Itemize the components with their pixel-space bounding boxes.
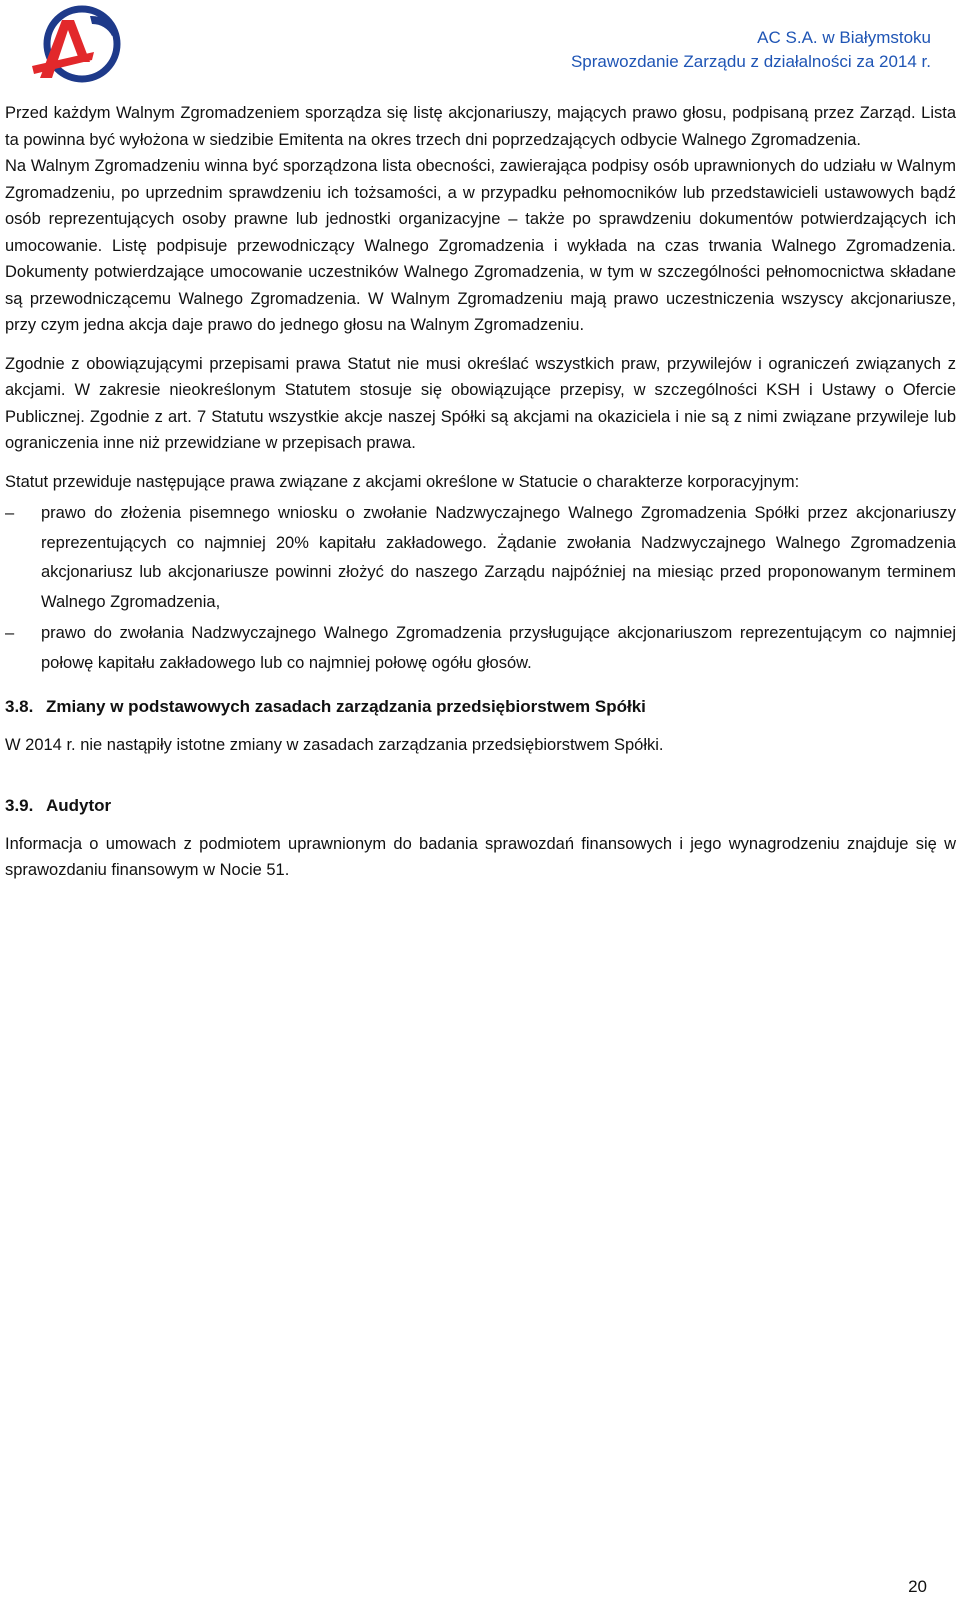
document-body: [5, 100, 956, 884]
section-heading: [5, 793, 956, 819]
list-item-text: prawo do zwołania Nadzwyczajnego Walnego Zgromadzenia przysługujące akcjonariuszom reprezentującym co najmniej połowę kapitału zakładowego lub co najmniej połowę ogółu głosów.: [41, 624, 956, 672]
company-name: AC S.A. w Białymstoku: [757, 28, 931, 47]
list-dash: –: [5, 504, 15, 522]
section-heading: [5, 694, 956, 720]
section-number: 3.9.: [5, 795, 34, 815]
section-title: Zmiany w podstawowych zasadach zarządzania przedsiębiorstwem Spółki: [46, 697, 646, 716]
ac-logo-icon: [30, 4, 130, 84]
section-text: Informacja o umowach z podmiotem uprawnionym do badania sprawozdań finansowych i jego wynagrodzeniu znajduje się w sprawozdaniu finansowym w Nocie 51.: [5, 834, 956, 879]
paragraph-rights-intro: Statut przewiduje następujące prawa związane z akcjami określone w Statucie o charakterze korporacyjnym:: [5, 472, 800, 491]
section-number: 3.8.: [5, 697, 34, 716]
rights-list: [5, 499, 956, 678]
section-text: W 2014 r. nie nastąpiły istotne zmiany w zasadach zarządzania przedsiębiorstwem Spółki.: [5, 736, 664, 754]
list-item: [5, 619, 956, 678]
page-number: 20: [908, 1577, 927, 1596]
list-item: [5, 499, 956, 617]
header-info: [571, 26, 931, 74]
paragraph-attendance-list: Na Walnym Zgromadzeniu winna być sporządzona lista obecności, zawierająca podpisy osób uprawnionych do udziału w Walnym Zgromadzeniu, po uprzednim sprawdzeniu ich tożsamości, a w przypadku pełnomocników lub przedstawicieli ustawowych bądź osób reprezentujących osoby prawne lub jednostki organizacyjne – także po sprawdzeniu dokumentów potwierdzających ich umocowanie. Listę podpisuje przewodniczący Walnego Zgromadzenia i wykłada na czas trwania Walnego Zgromadzenia. Dokumenty potwierdzające umocowanie uczestników Walnego Zgromadzenia, w tym w szczególności pełnomocnictwa składane są przewodniczącemu Walnego Zgromadzenia. W Walnym Zgromadzeniu mają prawo uczestniczenia wszyscy akcjonariusze, przy czym jedna akcja daje prawo do jednego głosu na Walnym Zgromadzeniu.: [5, 157, 956, 334]
report-title: Sprawozdanie Zarządu z działalności za 2014 r.: [570, 52, 931, 71]
list-item-text: prawo do złożenia pisemnego wniosku o zwołanie Nadzwyczajnego Walnego Zgromadzenia Spółki przez akcjonariuszy reprezentujących co najmniej 20% kapitału zakładowego. Żądanie zwołania Nadzwyczajnego Walnego Zgromadzenia akcjonariusz lub akcjonariusze powinni złożyć do naszego Zarządu najpóźniej na miesiąc przed proponowanym terminem Walnego Zgromadzenia,: [41, 504, 956, 611]
section-title: Audytor: [46, 795, 112, 815]
paragraph-shareholder-list: Przed każdym Walnym Zgromadzeniem sporządza się listę akcjonariuszy, mających prawo głosu, podpisaną przez Zarząd. Lista ta powinna być wyłożona w siedzibie Emitenta na okres trzech dni poprzedzających odbycie Walnego Zgromadzenia.: [5, 104, 956, 149]
paragraph-statute: Zgodnie z obowiązującymi przepisami prawa Statut nie musi określać wszystkich praw, przywilejów i ograniczeń związanych z akcjami. W zakresie nieokreślonym Statutem stosuje się obowiązujące przepisy, w szczególności KSH i Ustawy o Ofercie Publicznej. Zgodnie z art. 7 Statutu wszystkie akcje naszej Spółki są akcjami na okaziciela i nie są z nimi związane przywileje lub ograniczenia inne niż przewidziane w przepisach prawa.: [5, 354, 956, 452]
list-dash: –: [5, 624, 15, 642]
